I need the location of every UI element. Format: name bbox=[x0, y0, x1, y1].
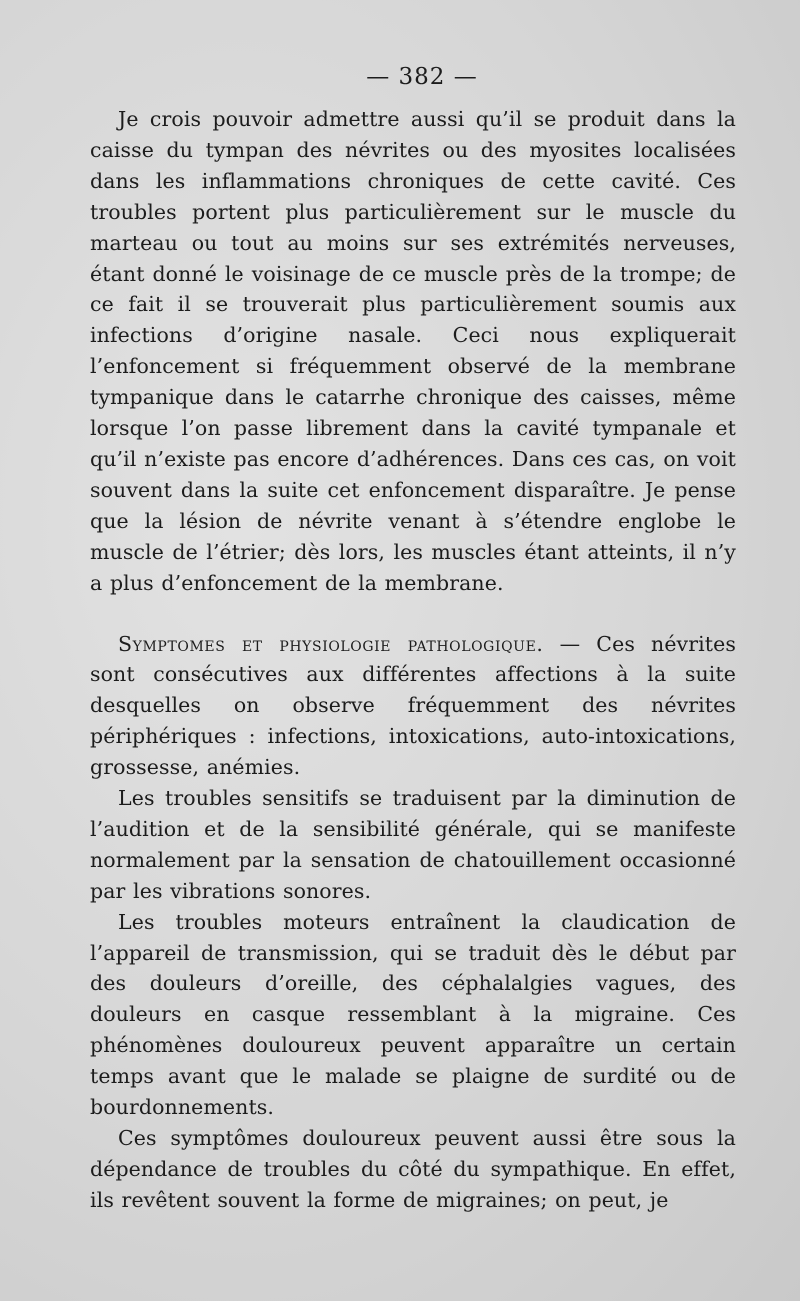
page-number: — 382 — bbox=[366, 64, 478, 90]
body-paragraph-2: Les troubles sensitifs se traduisent par la diminution de l’audition et de la sensibilité générale, qui se manifeste normalement par la sensation de chatouillement occasionné par les vibrations sonores. bbox=[90, 786, 736, 903]
body-paragraph-4: Ces symptômes douloureux peuvent aussi être sous la dépendance de troubles du côté du sympathique. En effet, ils revêtent souvent la forme de migraines; on peut, je bbox=[90, 1126, 736, 1212]
section-gap bbox=[90, 599, 736, 629]
body-paragraph-1: Je crois pouvoir admettre aussi qu’il se produit dans la caisse du tympan des névrites ou des myosites localisées dans les inflammations chroniques de cette cavité. Ces troubles portent plus particulièrement sur le muscle du marteau ou tout au moins sur ses extrémités nerveuses, étant donné le voisinage de ce muscle près de la trompe; de ce fait il se trouverait plus particulièrement soumis aux infections d’origine nasale. Ceci nous expliquerait l’enfoncement si fréquemment observé de la membrane tympanique dans le catarrhe chronique des caisses, même lorsque l’on passe librement dans la cavité tympanale et qu’il n’existe pas encore d’adhérences. Dans ces cas, on voit souvent dans la suite cet enfoncement disparaître. Je pense que la lésion de névrite venant à s’étendre englobe le muscle de l’étrier; dès lors, les muscles étant atteints, il n’y a plus d’enfoncement de la membrane. bbox=[90, 107, 736, 595]
section-intro-text: — Ces névrites sont consécutives aux différentes affections à la suite desquelles on observe fréquemment des névrites périphériques : infections, intoxications, auto-intoxications, grossesse, anémies. bbox=[90, 631, 736, 780]
section-heading: Symptomes et physiologie pathologique. bbox=[118, 631, 544, 656]
page bbox=[90, 60, 736, 1216]
body-paragraph-3: Les troubles moteurs entraînent la claudication de l’appareil de transmission, qui se traduit dès le début par des douleurs d’oreille, des céphalalgies vagues, des douleurs en casque ressemblant à la migraine. Ces phénomènes douloureux peuvent apparaître un certain temps avant que le malade se plaigne de surdité ou de bourdonnements. bbox=[90, 909, 736, 1120]
section-intro-paragraph bbox=[90, 629, 736, 784]
